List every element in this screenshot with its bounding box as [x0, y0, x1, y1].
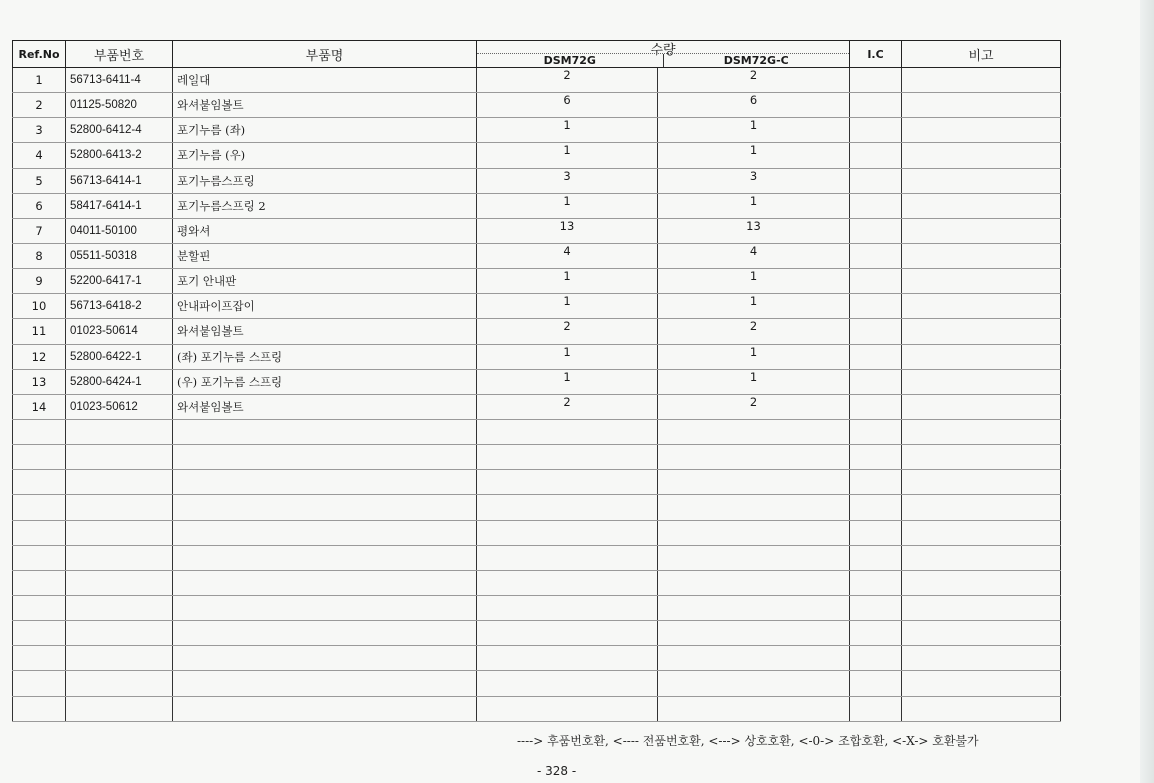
cell-ic — [850, 193, 902, 218]
cell-ref: 14 — [13, 394, 66, 419]
cell-ref — [13, 470, 66, 495]
cell-remark — [902, 168, 1061, 193]
cell-part-name: 포기 안내판 — [173, 269, 477, 294]
cell-qty-dsm72g — [477, 445, 658, 470]
cell-ref: 9 — [13, 269, 66, 294]
cell-qty-dsm72g — [477, 520, 658, 545]
cell-qty-dsm72g: 2 — [477, 68, 658, 93]
cell-ic — [850, 269, 902, 294]
cell-qty-dsm72g-c: 2 — [658, 394, 850, 419]
table-row — [13, 696, 1061, 721]
cell-ic — [850, 118, 902, 143]
cell-ref: 2 — [13, 93, 66, 118]
cell-part-no: 01023-50612 — [66, 394, 173, 419]
cell-part-no — [66, 570, 173, 595]
cell-part-no: 58417-6414-1 — [66, 193, 173, 218]
table-row — [13, 344, 1061, 369]
cell-qty-dsm72g-c — [658, 646, 850, 671]
cell-ic — [850, 495, 902, 520]
cell-ic — [850, 243, 902, 268]
header-ic: I.C — [850, 41, 902, 68]
cell-ic — [850, 419, 902, 444]
table-row — [13, 671, 1061, 696]
cell-ref: 6 — [13, 193, 66, 218]
cell-qty-dsm72g-c: 4 — [658, 243, 850, 268]
cell-qty-dsm72g-c: 1 — [658, 269, 850, 294]
cell-remark — [902, 118, 1061, 143]
cell-ic — [850, 294, 902, 319]
cell-qty-dsm72g-c — [658, 595, 850, 620]
cell-ref — [13, 621, 66, 646]
cell-qty-dsm72g: 1 — [477, 118, 658, 143]
cell-part-no — [66, 646, 173, 671]
cell-remark — [902, 570, 1061, 595]
cell-qty-dsm72g-c: 3 — [658, 168, 850, 193]
cell-part-no — [66, 595, 173, 620]
cell-remark — [902, 193, 1061, 218]
cell-qty-dsm72g-c: 2 — [658, 68, 850, 93]
table-row — [13, 269, 1061, 294]
page-number: - 328 - — [537, 764, 577, 778]
cell-remark — [902, 93, 1061, 118]
cell-part-no — [66, 671, 173, 696]
table-row — [13, 621, 1061, 646]
cell-ic — [850, 218, 902, 243]
cell-ref — [13, 445, 66, 470]
cell-ref: 12 — [13, 344, 66, 369]
cell-part-name: 와셔붙임볼트 — [173, 319, 477, 344]
cell-qty-dsm72g: 1 — [477, 269, 658, 294]
parts-table — [12, 40, 1061, 722]
cell-ref: 1 — [13, 68, 66, 93]
cell-part-no — [66, 445, 173, 470]
cell-qty-dsm72g-c: 6 — [658, 93, 850, 118]
header-quantity-title: 수량 — [650, 43, 676, 58]
cell-part-name — [173, 696, 477, 721]
cell-ic — [850, 168, 902, 193]
header-ref: Ref.No — [13, 41, 66, 68]
cell-qty-dsm72g — [477, 646, 658, 671]
cell-qty-dsm72g: 1 — [477, 143, 658, 168]
cell-qty-dsm72g-c — [658, 570, 850, 595]
cell-ic — [850, 570, 902, 595]
cell-qty-dsm72g: 1 — [477, 193, 658, 218]
cell-qty-dsm72g — [477, 495, 658, 520]
table-row — [13, 294, 1061, 319]
cell-ref: 3 — [13, 118, 66, 143]
cell-part-name — [173, 545, 477, 570]
cell-part-no: 56713-6411-4 — [66, 68, 173, 93]
cell-part-name: 분할핀 — [173, 243, 477, 268]
cell-ic — [850, 646, 902, 671]
cell-qty-dsm72g: 1 — [477, 344, 658, 369]
cell-ref — [13, 495, 66, 520]
cell-part-name — [173, 495, 477, 520]
cell-part-name: 포기누름 (좌) — [173, 118, 477, 143]
cell-remark — [902, 595, 1061, 620]
cell-remark — [902, 671, 1061, 696]
cell-qty-dsm72g-c — [658, 419, 850, 444]
header-row — [13, 41, 1061, 68]
cell-part-name — [173, 595, 477, 620]
cell-remark — [902, 243, 1061, 268]
cell-ref: 10 — [13, 294, 66, 319]
cell-ref: 7 — [13, 218, 66, 243]
table-row — [13, 394, 1061, 419]
cell-qty-dsm72g — [477, 470, 658, 495]
cell-part-name — [173, 520, 477, 545]
header-model-dsm72g-c: DSM72G-C — [723, 54, 789, 67]
cell-ref — [13, 595, 66, 620]
cell-part-no: 56713-6418-2 — [66, 294, 173, 319]
cell-remark — [902, 696, 1061, 721]
header-remark: 비고 — [902, 41, 1061, 68]
header-part-name: 부품명 — [173, 41, 477, 68]
table-row — [13, 470, 1061, 495]
table-row — [13, 495, 1061, 520]
cell-ic — [850, 93, 902, 118]
cell-ic — [850, 143, 902, 168]
cell-remark — [902, 294, 1061, 319]
table-row — [13, 143, 1061, 168]
cell-qty-dsm72g-c: 1 — [658, 193, 850, 218]
cell-part-name: 포기누름스프링 — [173, 168, 477, 193]
cell-part-no — [66, 621, 173, 646]
table-row — [13, 595, 1061, 620]
cell-part-name: (좌) 포기누름 스프링 — [173, 344, 477, 369]
cell-part-no — [66, 419, 173, 444]
cell-qty-dsm72g-c: 1 — [658, 294, 850, 319]
cell-part-no: 52800-6413-2 — [66, 143, 173, 168]
cell-ic — [850, 595, 902, 620]
cell-part-name — [173, 445, 477, 470]
cell-remark — [902, 68, 1061, 93]
cell-ic — [850, 671, 902, 696]
cell-part-name — [173, 419, 477, 444]
cell-ref — [13, 419, 66, 444]
cell-qty-dsm72g-c — [658, 545, 850, 570]
cell-ic — [850, 319, 902, 344]
table-row — [13, 68, 1061, 93]
cell-ic — [850, 68, 902, 93]
table-row — [13, 168, 1061, 193]
interchange-legend: ----> 후품번호환, <---- 전품번호환, <---> 상호호환, <-0-> 조합호환, <-X-> 호환불가 — [517, 734, 979, 748]
table-row — [13, 319, 1061, 344]
cell-ref: 8 — [13, 243, 66, 268]
cell-part-name: 평와셔 — [173, 218, 477, 243]
cell-ref — [13, 545, 66, 570]
cell-qty-dsm72g: 2 — [477, 319, 658, 344]
cell-part-no — [66, 696, 173, 721]
scan-edge — [1140, 0, 1154, 783]
cell-part-no: 52800-6412-4 — [66, 118, 173, 143]
cell-ref: 5 — [13, 168, 66, 193]
table-row — [13, 520, 1061, 545]
cell-part-no: 52200-6417-1 — [66, 269, 173, 294]
table-row — [13, 419, 1061, 444]
cell-part-name: (우) 포기누름 스프링 — [173, 369, 477, 394]
table-row — [13, 646, 1061, 671]
cell-qty-dsm72g-c — [658, 696, 850, 721]
cell-remark — [902, 470, 1061, 495]
table-row — [13, 93, 1061, 118]
cell-ref: 4 — [13, 143, 66, 168]
cell-part-name — [173, 570, 477, 595]
cell-ref: 13 — [13, 369, 66, 394]
cell-qty-dsm72g — [477, 621, 658, 646]
cell-part-name: 안내파이프잡이 — [173, 294, 477, 319]
table-row — [13, 545, 1061, 570]
table-row — [13, 243, 1061, 268]
table-row — [13, 193, 1061, 218]
cell-qty-dsm72g: 1 — [477, 294, 658, 319]
cell-part-no: 52800-6422-1 — [66, 344, 173, 369]
table-row — [13, 445, 1061, 470]
cell-remark — [902, 621, 1061, 646]
cell-remark — [902, 394, 1061, 419]
cell-qty-dsm72g-c — [658, 445, 850, 470]
cell-part-name — [173, 646, 477, 671]
cell-remark — [902, 369, 1061, 394]
cell-remark — [902, 545, 1061, 570]
cell-ic — [850, 344, 902, 369]
cell-ref — [13, 520, 66, 545]
cell-ic — [850, 696, 902, 721]
cell-ic — [850, 470, 902, 495]
cell-remark — [902, 495, 1061, 520]
cell-remark — [902, 319, 1061, 344]
cell-remark — [902, 344, 1061, 369]
header-quantity — [477, 41, 850, 68]
cell-part-no: 01125-50820 — [66, 93, 173, 118]
cell-qty-dsm72g-c — [658, 671, 850, 696]
cell-qty-dsm72g-c: 1 — [658, 369, 850, 394]
cell-qty-dsm72g: 4 — [477, 243, 658, 268]
cell-part-no: 52800-6424-1 — [66, 369, 173, 394]
cell-part-name — [173, 621, 477, 646]
table-row — [13, 570, 1061, 595]
cell-qty-dsm72g: 2 — [477, 394, 658, 419]
cell-qty-dsm72g-c: 2 — [658, 319, 850, 344]
cell-qty-dsm72g — [477, 545, 658, 570]
cell-qty-dsm72g — [477, 419, 658, 444]
cell-qty-dsm72g-c — [658, 621, 850, 646]
cell-part-name — [173, 470, 477, 495]
cell-part-no: 56713-6414-1 — [66, 168, 173, 193]
cell-ref — [13, 696, 66, 721]
cell-qty-dsm72g: 1 — [477, 369, 658, 394]
cell-part-no — [66, 545, 173, 570]
table-row — [13, 218, 1061, 243]
cell-qty-dsm72g-c: 1 — [658, 118, 850, 143]
cell-remark — [902, 445, 1061, 470]
cell-qty-dsm72g: 3 — [477, 168, 658, 193]
cell-qty-dsm72g — [477, 696, 658, 721]
cell-part-name: 포기누름 (우) — [173, 143, 477, 168]
cell-remark — [902, 218, 1061, 243]
cell-remark — [902, 143, 1061, 168]
cell-ic — [850, 621, 902, 646]
cell-ic — [850, 545, 902, 570]
cell-part-no — [66, 520, 173, 545]
cell-remark — [902, 520, 1061, 545]
cell-part-name: 포기누름스프링 2 — [173, 193, 477, 218]
cell-part-no: 05511-50318 — [66, 243, 173, 268]
cell-qty-dsm72g — [477, 595, 658, 620]
cell-part-no — [66, 470, 173, 495]
cell-qty-dsm72g-c: 1 — [658, 143, 850, 168]
cell-qty-dsm72g — [477, 671, 658, 696]
cell-part-name — [173, 671, 477, 696]
cell-qty-dsm72g-c: 13 — [658, 218, 850, 243]
cell-remark — [902, 646, 1061, 671]
table-row — [13, 118, 1061, 143]
cell-part-no: 01023-50614 — [66, 319, 173, 344]
cell-ic — [850, 369, 902, 394]
cell-ic — [850, 394, 902, 419]
cell-part-name: 와셔붙임볼트 — [173, 93, 477, 118]
cell-ref — [13, 646, 66, 671]
cell-remark — [902, 419, 1061, 444]
cell-ref: 11 — [13, 319, 66, 344]
cell-ref — [13, 570, 66, 595]
cell-part-no: 04011-50100 — [66, 218, 173, 243]
cell-qty-dsm72g-c — [658, 495, 850, 520]
cell-qty-dsm72g: 13 — [477, 218, 658, 243]
cell-ic — [850, 445, 902, 470]
header-model-dsm72g: DSM72G — [477, 54, 664, 67]
cell-qty-dsm72g-c: 1 — [658, 344, 850, 369]
cell-part-name: 와셔붙임볼트 — [173, 394, 477, 419]
table-row — [13, 369, 1061, 394]
cell-qty-dsm72g-c — [658, 520, 850, 545]
cell-qty-dsm72g-c — [658, 470, 850, 495]
cell-qty-dsm72g — [477, 570, 658, 595]
cell-ic — [850, 520, 902, 545]
cell-ref — [13, 671, 66, 696]
cell-part-no — [66, 495, 173, 520]
cell-qty-dsm72g: 6 — [477, 93, 658, 118]
cell-remark — [902, 269, 1061, 294]
cell-part-name: 레일대 — [173, 68, 477, 93]
header-part-no: 부품번호 — [66, 41, 173, 68]
